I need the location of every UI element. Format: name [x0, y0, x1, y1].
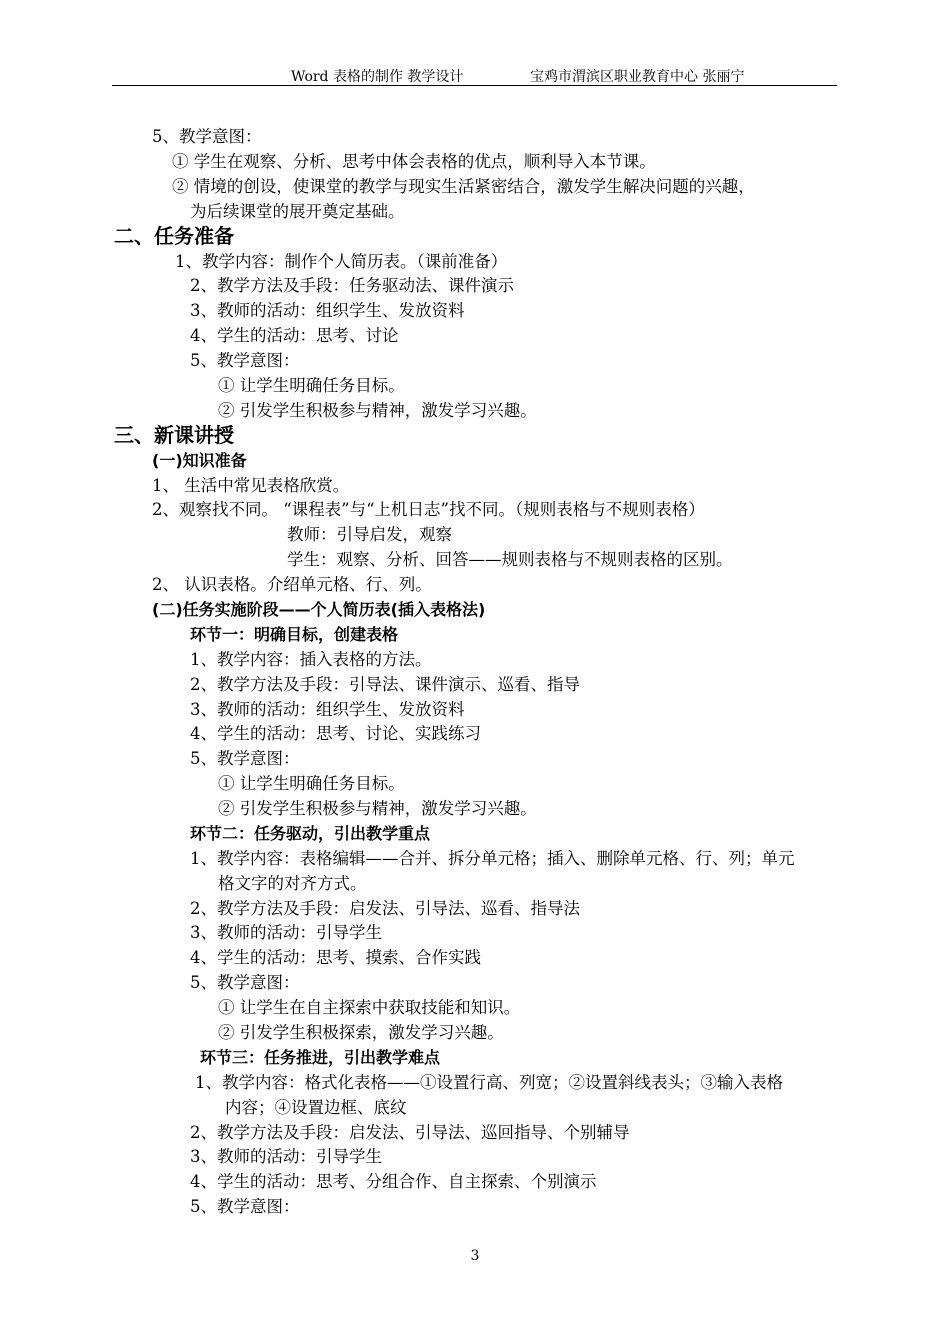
text-line: 2、教学方法及手段：引导法、课件演示、巡看、指导 — [190, 675, 580, 694]
text-line: 4、学生的活动：思考、讨论 — [190, 326, 399, 345]
step-heading: 环节一：明确目标，创建表格 — [190, 625, 399, 644]
text-line: ① 让学生明确任务目标。 — [218, 774, 405, 793]
text-line: 教师：引导启发，观察 — [287, 525, 452, 544]
text-line: 1、教学内容：插入表格的方法。 — [190, 650, 432, 669]
text-line: 1、教学内容：表格编辑——合并、拆分单元格；插入、删除单元格、行、列；单元 — [190, 849, 795, 868]
text-line: 4、学生的活动：思考、分组合作、自主探索、个别演示 — [190, 1172, 597, 1191]
text-line: 3、教师的活动：组织学生、发放资料 — [190, 301, 465, 320]
text-line: 3、教师的活动：引导学生 — [190, 1147, 382, 1166]
text-line: 1、教学内容：格式化表格——①设置行高、列宽；②设置斜线表头；③输入表格 — [195, 1073, 783, 1092]
page-number: 3 — [470, 1248, 480, 1264]
text-line: 5、教学意图： — [190, 351, 300, 370]
section-heading: 三、新课讲授 — [114, 423, 234, 447]
text-line: 为后续课堂的展开奠定基础。 — [190, 202, 405, 221]
text-line: 1、教学内容：制作个人简历表。（课前准备） — [175, 252, 508, 271]
section-heading: 二、任务准备 — [114, 224, 234, 248]
text-line: 5、教学意图： — [190, 1197, 300, 1216]
text-line: 格文字的对齐方式。 — [218, 874, 367, 893]
text-line: 5、教学意图： — [190, 973, 300, 992]
step-heading: 环节二：任务驱动，引出教学重点 — [190, 824, 431, 843]
text-line: ② 情境的创设，使课堂的教学与现实生活紧密结合，激发学生解决问题的兴趣， — [172, 177, 755, 196]
text-line: 5、教学意图： — [152, 127, 262, 146]
text-line: ① 让学生在自主探索中获取技能和知识。 — [218, 998, 521, 1017]
header-doc-title: Word 表格的制作 教学设计 — [291, 69, 464, 85]
text-line: ① 让学生明确任务目标。 — [218, 376, 405, 395]
text-line: 2、 认识表格。介绍单元格、行、列。 — [152, 575, 432, 594]
text-line: 2、教学方法及手段：任务驱动法、课件演示 — [190, 276, 514, 295]
text-line: 5、教学意图： — [190, 749, 300, 768]
text-line: ② 引发学生积极探索，激发学习兴趣。 — [218, 1023, 504, 1042]
text-line: 1、 生活中常见表格欣赏。 — [152, 476, 350, 495]
text-line: 3、教师的活动：引导学生 — [190, 923, 382, 942]
text-line: ② 引发学生积极参与精神，激发学习兴趣。 — [218, 401, 537, 420]
text-line: 2、教学方法及手段：启发法、引导法、巡回指导、个别辅导 — [190, 1123, 630, 1142]
header-author: 宝鸡市渭滨区职业教育中心 张丽宁 — [530, 69, 745, 85]
text-line: ① 学生在观察、分析、思考中体会表格的优点，顺利导入本节课。 — [172, 152, 656, 171]
text-line: 2、观察找不同。 “课程表”与“上机日志”找不同。（规则表格与不规则表格） — [152, 500, 705, 519]
text-line: 2、教学方法及手段：启发法、引导法、巡看、指导法 — [190, 899, 580, 918]
header-rule — [112, 85, 837, 86]
text-line: 学生：观察、分析、回答——规则表格与不规则表格的区别。 — [287, 550, 733, 569]
subsection-heading: (一)知识准备 — [152, 451, 247, 470]
text-line: ② 引发学生积极参与精神，激发学习兴趣。 — [218, 799, 537, 818]
subsection-heading: (二)任务实施阶段——个人简历表(插入表格法) — [152, 600, 486, 619]
text-line: 4、学生的活动：思考、摸索、合作实践 — [190, 948, 481, 967]
text-line: 4、学生的活动：思考、讨论、实践练习 — [190, 724, 481, 743]
text-line: 内容；④设置边框、底纹 — [225, 1098, 407, 1117]
step-heading: 环节三：任务推进，引出教学难点 — [200, 1048, 441, 1067]
text-line: 3、教师的活动：组织学生、发放资料 — [190, 700, 465, 719]
